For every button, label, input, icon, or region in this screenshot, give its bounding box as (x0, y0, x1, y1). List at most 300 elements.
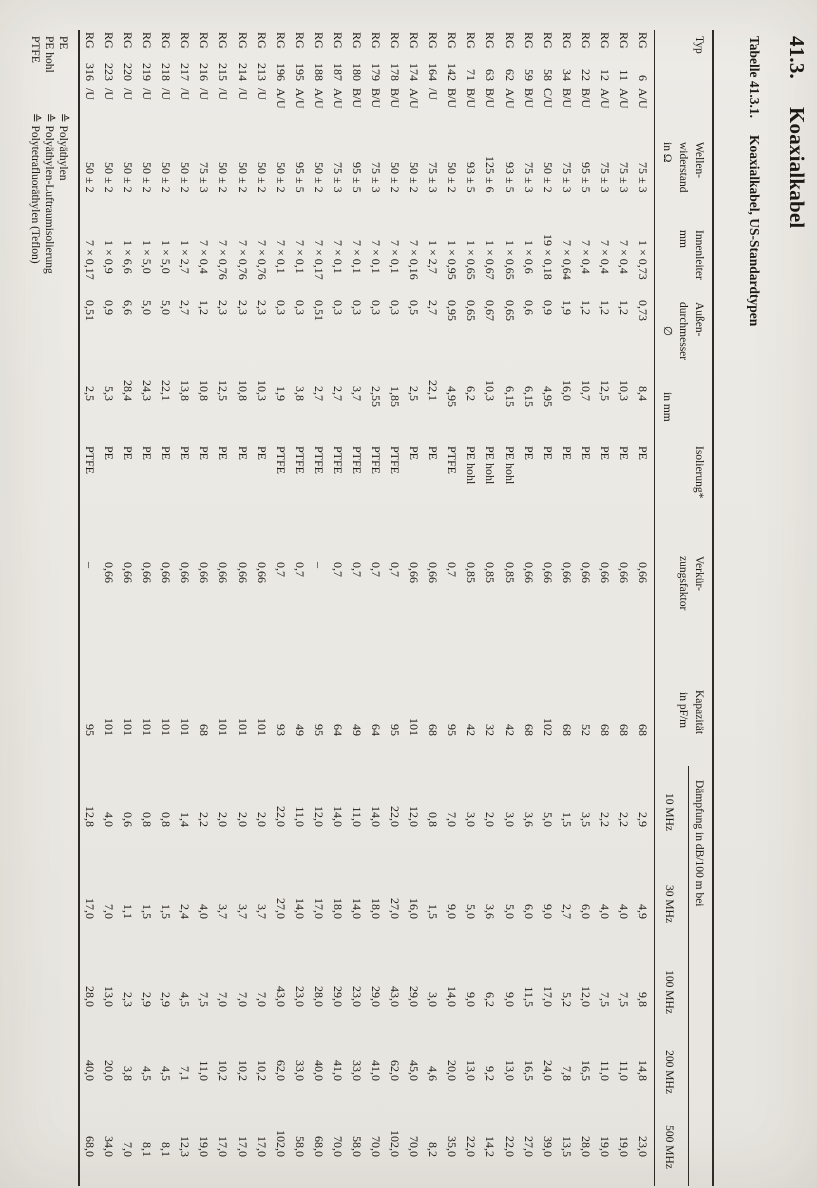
cell-daempfung-500mhz: 17,0 (235, 1136, 250, 1157)
cell-wellenwiderstand: 75 ± 3 (197, 162, 212, 193)
footnote-pe-hohl (41, 36, 55, 274)
cell-kapazitaet: 95 (388, 724, 403, 736)
cell-daempfung-500mhz: 68,0 (311, 1136, 326, 1157)
cell-kapazitaet: 52 (578, 724, 593, 736)
cell-isolierung: PE (178, 446, 193, 461)
cell-kapazitaet: 101 (121, 718, 136, 736)
cell-verkuerzungsfaktor: 0,7 (292, 562, 307, 577)
cell-kapazitaet: 68 (521, 724, 536, 736)
table-row (519, 0, 538, 1188)
table-bottom-rule (78, 30, 80, 1186)
cell-innenleiter: 7 × 0,4 (197, 240, 212, 274)
cell-daempfung-30mhz: 6,0 (521, 904, 536, 919)
cell-innenleiter: 1 × 0,9 (102, 240, 117, 274)
cell-wellenwiderstand: 125 ± 6 (483, 156, 498, 193)
cell-verkuerzungsfaktor: 0,66 (578, 562, 593, 583)
cell-daempfung-100mhz: 14,0 (445, 986, 460, 1007)
header-wellenwiderstand-1: Wellen- (693, 142, 705, 179)
cell-isolierung: PE hohl (483, 446, 498, 485)
cell-isolierung: PE (636, 446, 650, 461)
cell-isolierung: PE (159, 446, 174, 461)
cell-daempfung-30mhz: 9,0 (445, 904, 460, 919)
cell-typ: RG219/U (140, 32, 155, 100)
table-row (595, 0, 614, 1188)
cell-daempfung-200mhz: 16,5 (578, 1060, 593, 1081)
cell-aussendurchmesser: 1,85 (388, 386, 403, 407)
cell-aussendurchmesser: 12,5 (216, 380, 231, 401)
header-freq-10mhz: 10 MHz (663, 792, 675, 831)
cell-kapazitaet: 101 (140, 718, 155, 736)
cell-typ: RG22B/U (578, 32, 593, 109)
cell-daempfung-500mhz: 14,2 (483, 1136, 498, 1157)
header-freq-500mhz: 500 MHz (663, 1125, 675, 1169)
cell-innenleiter-durchmesser: 0,95 (445, 300, 460, 321)
cell-aussendurchmesser: 4,95 (445, 386, 460, 407)
cell-aussendurchmesser: 1,9 (273, 386, 288, 401)
cell-daempfung-200mhz: 40,0 (311, 1060, 326, 1081)
cell-daempfung-200mhz: 7,8 (559, 1066, 574, 1081)
cell-daempfung-500mhz: 17,0 (216, 1136, 231, 1157)
cell-verkuerzungsfaktor: 0,66 (540, 562, 555, 583)
cell-daempfung-200mhz: 41,0 (330, 1060, 345, 1081)
header-freq-100mhz: 100 MHz (663, 970, 675, 1014)
cell-innenleiter-durchmesser: 0,6 (521, 300, 536, 315)
cell-typ: RG187A/U (330, 32, 345, 109)
cell-isolierung: PE (216, 446, 231, 461)
cell-daempfung-10mhz: 2,9 (636, 812, 650, 827)
cell-wellenwiderstand: 95 ± 5 (349, 162, 364, 193)
cell-daempfung-500mhz: 23,0 (636, 1136, 650, 1157)
cell-innenleiter-durchmesser: 0,5 (407, 300, 422, 315)
cell-daempfung-100mhz: 29,0 (369, 986, 384, 1007)
cell-typ: RG11A/U (616, 32, 631, 109)
footnote-pe (55, 36, 69, 274)
cell-innenleiter-durchmesser: 0,51 (82, 300, 97, 321)
cell-aussendurchmesser: 6,15 (521, 386, 536, 407)
cell-innenleiter-durchmesser: 0,3 (292, 300, 307, 315)
cell-daempfung-500mhz: 19,0 (597, 1136, 612, 1157)
cell-daempfung-200mhz: 41,0 (369, 1060, 384, 1081)
footnote-text: ≙ Polytetrafluoräthylen (Teflon) (29, 113, 42, 264)
cell-aussendurchmesser: 2,5 (407, 386, 422, 401)
cell-verkuerzungsfaktor: 0,66 (159, 562, 174, 583)
cell-aussendurchmesser: 12,5 (597, 380, 612, 401)
cell-daempfung-500mhz: 12,3 (178, 1136, 193, 1157)
cell-daempfung-200mhz: 7,1 (178, 1066, 193, 1081)
cell-daempfung-500mhz: 68,0 (82, 1136, 97, 1157)
cell-daempfung-200mhz: 11,0 (616, 1060, 631, 1081)
cell-daempfung-30mhz: 6,0 (578, 904, 593, 919)
cell-daempfung-200mhz: 11,0 (597, 1060, 612, 1081)
cell-kapazitaet: 68 (636, 724, 650, 736)
cell-aussendurchmesser: 2,7 (330, 386, 345, 401)
table-row (232, 0, 251, 1188)
cell-daempfung-10mhz: 1,4 (178, 812, 193, 827)
cell-aussendurchmesser: 13,8 (178, 380, 193, 401)
cell-verkuerzungsfaktor: – (311, 562, 326, 568)
cell-isolierung: PE (559, 446, 574, 461)
cell-innenleiter: 7 × 0,16 (407, 240, 422, 280)
table-row (118, 0, 137, 1188)
cell-innenleiter: 7 × 0,4 (578, 240, 593, 274)
cell-daempfung-200mhz: 20,0 (102, 1060, 117, 1081)
cell-kapazitaet: 68 (597, 724, 612, 736)
cell-daempfung-10mhz: 11,0 (292, 806, 307, 827)
cell-innenleiter-durchmesser: 2,7 (178, 300, 193, 315)
cell-daempfung-500mhz: 22,0 (502, 1136, 517, 1157)
cell-isolierung: PE hohl (502, 446, 517, 485)
cell-daempfung-100mhz: 29,0 (330, 986, 345, 1007)
cell-verkuerzungsfaktor: 0,66 (235, 562, 250, 583)
cell-isolierung: PE hohl (464, 446, 479, 485)
cell-daempfung-100mhz: 17,0 (540, 986, 555, 1007)
header-kapazitaet-2: in pF/m (677, 692, 689, 729)
cell-daempfung-100mhz: 9,0 (502, 992, 517, 1007)
table-top-rule (712, 30, 714, 1186)
cell-daempfung-30mhz: 4,0 (197, 904, 212, 919)
cell-daempfung-500mhz: 19,0 (197, 1136, 212, 1157)
table-row (633, 0, 652, 1188)
cell-daempfung-10mhz: 12,0 (311, 806, 326, 827)
section-heading (784, 36, 809, 228)
cell-innenleiter-durchmesser: 0,67 (483, 300, 498, 321)
cell-kapazitaet: 101 (102, 718, 117, 736)
cell-daempfung-200mhz: 10,2 (235, 1060, 250, 1081)
cell-typ: RG213/U (254, 32, 269, 100)
cell-verkuerzungsfaktor: 0,66 (197, 562, 212, 583)
cell-daempfung-10mhz: 4,0 (102, 812, 117, 827)
cell-isolierung: PE (140, 446, 155, 461)
cell-daempfung-10mhz: 2,2 (616, 812, 631, 827)
cell-innenleiter-durchmesser: 0,9 (540, 300, 555, 315)
cell-daempfung-30mhz: 1,5 (159, 904, 174, 919)
cell-daempfung-500mhz: 19,0 (616, 1136, 631, 1157)
cell-innenleiter-durchmesser: 0,3 (369, 300, 384, 315)
header-verkuerzungsfaktor-2: zungsfaktor (677, 556, 689, 611)
table-row (557, 0, 576, 1188)
cell-isolierung: PTFE (388, 446, 403, 475)
cell-verkuerzungsfaktor: 0,66 (521, 562, 536, 583)
cell-daempfung-30mhz: 17,0 (82, 898, 97, 919)
cell-daempfung-30mhz: 3,7 (254, 904, 269, 919)
cell-wellenwiderstand: 50 ± 2 (388, 162, 403, 193)
cell-innenleiter: 1 × 0,95 (445, 240, 460, 280)
cell-daempfung-100mhz: 7,0 (216, 992, 231, 1007)
cell-aussendurchmesser: 22,1 (426, 380, 441, 401)
cell-aussendurchmesser: 2,7 (311, 386, 326, 401)
cell-innenleiter: 7 × 0,76 (235, 240, 250, 280)
cell-daempfung-10mhz: 12,0 (407, 806, 422, 827)
cell-daempfung-100mhz: 43,0 (388, 986, 403, 1007)
table-row (347, 0, 366, 1188)
cell-daempfung-10mhz: 3,6 (521, 812, 536, 827)
cell-daempfung-100mhz: 2,3 (121, 992, 136, 1007)
section-number: 41.3. (785, 36, 809, 79)
cell-aussendurchmesser: 22,1 (159, 380, 174, 401)
cell-innenleiter: 7 × 0,76 (254, 240, 269, 280)
cell-innenleiter-durchmesser: 5,0 (140, 300, 155, 315)
caption-label: Tabelle 41.3.1. (747, 36, 762, 119)
cell-innenleiter-durchmesser: 5,0 (159, 300, 174, 315)
cell-aussendurchmesser: 6,2 (464, 386, 479, 401)
cell-daempfung-200mhz: 9,2 (483, 1066, 498, 1081)
cell-kapazitaet: 101 (407, 718, 422, 736)
cell-typ: RG6A/U (636, 32, 650, 109)
cell-verkuerzungsfaktor: 0,85 (464, 562, 479, 583)
cell-typ: RG174A/U (407, 32, 422, 109)
cell-kapazitaet: 68 (197, 724, 212, 736)
cell-innenleiter-durchmesser: 0,3 (349, 300, 364, 315)
cell-isolierung: PE (235, 446, 250, 461)
cell-daempfung-100mhz: 43,0 (273, 986, 288, 1007)
cell-kapazitaet: 101 (178, 718, 193, 736)
cell-daempfung-200mhz: 3,8 (121, 1066, 136, 1081)
caption-text: Koaxialkabel, US-Standardtypen (747, 135, 762, 327)
cell-daempfung-30mhz: 18,0 (330, 898, 345, 919)
table-row (442, 0, 461, 1188)
cell-kapazitaet: 95 (311, 724, 326, 736)
cell-daempfung-10mhz: 7,0 (445, 812, 460, 827)
section-title: Koaxialkabel (785, 107, 809, 229)
cell-verkuerzungsfaktor: 0,66 (216, 562, 231, 583)
cell-typ: RG71B/U (464, 32, 479, 109)
cell-kapazitaet: 42 (502, 724, 517, 736)
cell-innenleiter: 1 × 6,6 (121, 240, 136, 274)
cell-daempfung-500mhz: 35,0 (445, 1136, 460, 1157)
table-row (366, 0, 385, 1188)
cell-innenleiter: 7 × 0,1 (369, 240, 384, 274)
cell-daempfung-10mhz: 22,0 (388, 806, 403, 827)
cell-wellenwiderstand: 50 ± 2 (102, 162, 117, 193)
cell-innenleiter: 1 × 2,7 (426, 240, 441, 274)
cell-isolierung: PE (521, 446, 536, 461)
cell-daempfung-500mhz: 70,0 (407, 1136, 422, 1157)
footnotes (28, 36, 69, 274)
cell-daempfung-200mhz: 45,0 (407, 1060, 422, 1081)
cell-wellenwiderstand: 50 ± 2 (140, 162, 155, 193)
cell-wellenwiderstand: 75 ± 3 (330, 162, 345, 193)
cell-daempfung-30mhz: 27,0 (273, 898, 288, 919)
cell-isolierung: PE (426, 446, 441, 461)
cell-kapazitaet: 101 (235, 718, 250, 736)
cell-daempfung-100mhz: 2,9 (159, 992, 174, 1007)
cell-typ: RG216/U (197, 32, 212, 100)
cell-daempfung-30mhz: 18,0 (369, 898, 384, 919)
cell-daempfung-10mhz: 2,0 (483, 812, 498, 827)
cell-kapazitaet: 68 (616, 724, 631, 736)
header-wellenwiderstand-2: widerstand (677, 142, 689, 193)
cell-daempfung-500mhz: 22,0 (464, 1136, 479, 1157)
cell-daempfung-500mhz: 27,0 (521, 1136, 536, 1157)
cell-daempfung-500mhz: 17,0 (254, 1136, 269, 1157)
table-row (213, 0, 232, 1188)
cell-wellenwiderstand: 50 ± 2 (82, 162, 97, 193)
table-row (194, 0, 213, 1188)
cell-daempfung-500mhz: 70,0 (330, 1136, 345, 1157)
cell-innenleiter: 1 × 0,73 (636, 240, 650, 280)
table-row (309, 0, 328, 1188)
cell-daempfung-100mhz: 9,0 (464, 992, 479, 1007)
header-isolierung: Isolierung* (693, 446, 705, 499)
cell-verkuerzungsfaktor: 0,66 (426, 562, 441, 583)
cell-daempfung-500mhz: 8,2 (426, 1142, 441, 1157)
cell-daempfung-200mhz: 13,0 (464, 1060, 479, 1081)
cell-verkuerzungsfaktor: 0,66 (559, 562, 574, 583)
cell-typ: RG195A/U (292, 32, 307, 109)
cell-daempfung-500mhz: 13,5 (559, 1136, 574, 1157)
table-row (80, 0, 99, 1188)
cell-typ: RG316/U (82, 32, 97, 100)
table-row (252, 0, 271, 1188)
cell-wellenwiderstand: 50 ± 2 (407, 162, 422, 193)
cell-daempfung-100mhz: 9,8 (636, 992, 650, 1007)
table-row (328, 0, 347, 1188)
cell-daempfung-30mhz: 14,0 (292, 898, 307, 919)
header-wellenwiderstand-3: in Ω (661, 142, 673, 163)
cell-verkuerzungsfaktor: 0,7 (349, 562, 364, 577)
cell-daempfung-100mhz: 5,2 (559, 992, 574, 1007)
cell-innenleiter: 1 × 0,6 (521, 240, 536, 274)
cell-innenleiter-durchmesser: 1,2 (578, 300, 593, 315)
cell-isolierung: PE (254, 446, 269, 461)
table-row (499, 0, 518, 1188)
cell-innenleiter: 1 × 0,67 (483, 240, 498, 280)
cell-kapazitaet: 95 (82, 724, 97, 736)
cell-innenleiter: 7 × 0,64 (559, 240, 574, 280)
cell-wellenwiderstand: 50 ± 2 (216, 162, 231, 193)
cell-isolierung: PE (197, 446, 212, 461)
cell-innenleiter: 7 × 0,1 (388, 240, 403, 274)
cell-daempfung-10mhz: 2,0 (235, 812, 250, 827)
cell-innenleiter: 7 × 0,1 (273, 240, 288, 274)
cell-daempfung-10mhz: 3,0 (502, 812, 517, 827)
cell-kapazitaet: 101 (216, 718, 231, 736)
cell-innenleiter: 7 × 0,1 (330, 240, 345, 274)
cell-innenleiter-durchmesser: 2,7 (426, 300, 441, 315)
table-row (404, 0, 423, 1188)
cell-isolierung: PTFE (292, 446, 307, 475)
cell-innenleiter: 7 × 0,1 (349, 240, 364, 274)
cell-typ: RG218/U (159, 32, 174, 100)
cell-daempfung-200mhz: 13,0 (502, 1060, 517, 1081)
cell-isolierung: PE (616, 446, 631, 461)
cell-daempfung-200mhz: 62,0 (388, 1060, 403, 1081)
cell-innenleiter: 1 × 5,0 (159, 240, 174, 274)
cell-verkuerzungsfaktor: 0,66 (254, 562, 269, 583)
cell-kapazitaet: 42 (464, 724, 479, 736)
footnote-abbr: PE (57, 36, 69, 50)
cell-isolierung: PE (540, 446, 555, 461)
cell-daempfung-200mhz: 62,0 (273, 1060, 288, 1081)
cell-innenleiter-durchmesser: 0,73 (636, 300, 650, 321)
cell-daempfung-30mhz: 27,0 (388, 898, 403, 919)
footnote-abbr: PE hohl (43, 36, 56, 73)
header-verkuerzungsfaktor-1: Verkür- (693, 556, 705, 591)
cell-daempfung-500mhz: 39,0 (540, 1136, 555, 1157)
cell-verkuerzungsfaktor: 0,85 (502, 562, 517, 583)
cell-aussendurchmesser: 2,5 (82, 386, 97, 401)
cell-kapazitaet: 49 (349, 724, 364, 736)
cell-verkuerzungsfaktor: 0,7 (273, 562, 288, 577)
cell-daempfung-100mhz: 7,5 (197, 992, 212, 1007)
cell-typ: RG220/U (121, 32, 136, 100)
cell-typ: RG217/U (178, 32, 193, 100)
header-aussendurchmesser-1: Außen- (693, 302, 705, 337)
table-row (99, 0, 118, 1188)
cell-innenleiter-durchmesser: 6,6 (121, 300, 136, 315)
cell-daempfung-10mhz: 0,8 (426, 812, 441, 827)
cell-typ: RG12A/U (597, 32, 612, 109)
cell-daempfung-200mhz: 20,0 (445, 1060, 460, 1081)
cell-innenleiter: 7 × 0,1 (292, 240, 307, 274)
cell-daempfung-100mhz: 7,5 (597, 992, 612, 1007)
cell-daempfung-500mhz: 28,0 (578, 1136, 593, 1157)
cell-daempfung-10mhz: 2,2 (597, 812, 612, 827)
cell-aussendurchmesser: 8,4 (636, 386, 650, 401)
cell-kapazitaet: 101 (159, 718, 174, 736)
cell-daempfung-200mhz: 14,8 (636, 1060, 650, 1081)
cell-innenleiter: 19 × 0,18 (540, 234, 555, 280)
cell-innenleiter-durchmesser: 0,9 (102, 300, 117, 315)
cell-isolierung: PE (407, 446, 422, 461)
daempfung-group-rule (688, 766, 689, 1186)
table-body (80, 0, 652, 1188)
cell-daempfung-100mhz: 7,0 (235, 992, 250, 1007)
cell-daempfung-30mhz: 16,0 (407, 898, 422, 919)
cell-innenleiter-durchmesser: 0,3 (273, 300, 288, 315)
cell-daempfung-10mhz: 12,8 (82, 806, 97, 827)
cell-wellenwiderstand: 75 ± 3 (559, 162, 574, 193)
cell-verkuerzungsfaktor: 0,85 (483, 562, 498, 583)
cell-wellenwiderstand: 50 ± 2 (540, 162, 555, 193)
table-row (423, 0, 442, 1188)
cell-typ: RG59B/U (521, 32, 536, 109)
cell-innenleiter: 1 × 0,65 (464, 240, 479, 280)
cell-daempfung-500mhz: 34,0 (102, 1136, 117, 1157)
cell-aussendurchmesser: 10,3 (254, 380, 269, 401)
cell-isolierung: PE (578, 446, 593, 461)
cell-verkuerzungsfaktor: 0,66 (407, 562, 422, 583)
cell-verkuerzungsfaktor: – (82, 562, 97, 568)
cell-typ: RG178B/U (388, 32, 403, 109)
cell-daempfung-500mhz: 58,0 (349, 1136, 364, 1157)
cell-typ: RG223/U (102, 32, 117, 100)
cell-daempfung-200mhz: 40,0 (82, 1060, 97, 1081)
cell-typ: RG164/U (426, 32, 441, 100)
cell-verkuerzungsfaktor: 0,66 (140, 562, 155, 583)
table-row (175, 0, 194, 1188)
cell-daempfung-100mhz: 12,0 (578, 986, 593, 1007)
cell-daempfung-200mhz: 16,5 (521, 1060, 536, 1081)
cell-daempfung-10mhz: 11,0 (349, 806, 364, 827)
cell-kapazitaet: 32 (483, 724, 498, 736)
cell-innenleiter: 7 × 0,17 (311, 240, 326, 280)
cell-innenleiter: 7 × 0,76 (216, 240, 231, 280)
cell-daempfung-100mhz: 23,0 (292, 986, 307, 1007)
cell-daempfung-100mhz: 2,9 (140, 992, 155, 1007)
cell-wellenwiderstand: 75 ± 3 (636, 162, 650, 193)
cell-daempfung-30mhz: 1,5 (140, 904, 155, 919)
cell-innenleiter: 7 × 0,4 (597, 240, 612, 274)
cell-daempfung-200mhz: 33,0 (349, 1060, 364, 1081)
cell-kapazitaet: 101 (254, 718, 269, 736)
cell-kapazitaet: 102 (540, 718, 555, 736)
cell-daempfung-500mhz: 102,0 (388, 1130, 403, 1157)
cell-wellenwiderstand: 75 ± 3 (597, 162, 612, 193)
cell-innenleiter-durchmesser: 1,2 (597, 300, 612, 315)
cell-isolierung: PTFE (369, 446, 384, 475)
cell-aussendurchmesser: 10,8 (197, 380, 212, 401)
